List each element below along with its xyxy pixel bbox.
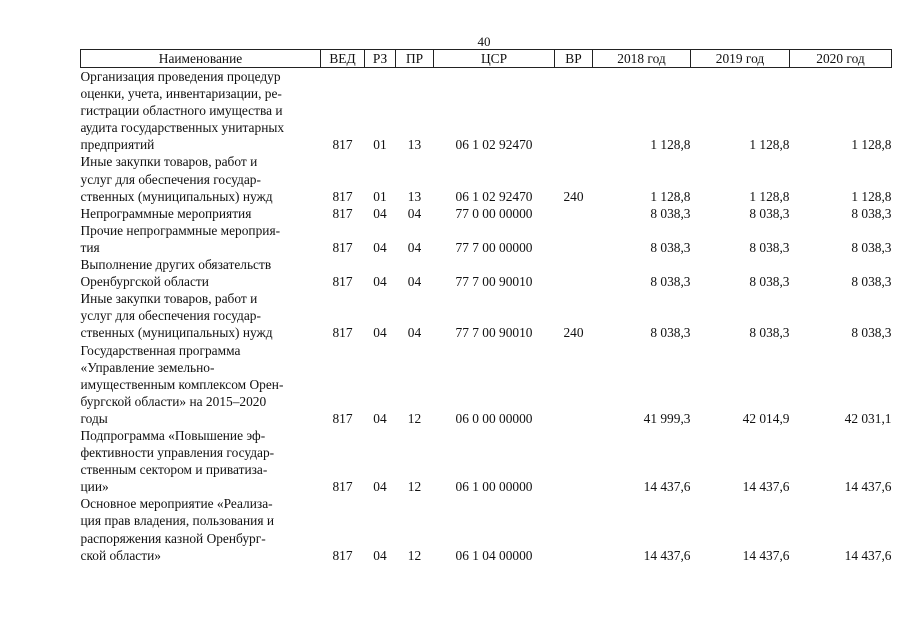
header-name: Наименование <box>81 50 321 68</box>
row-vr <box>555 256 593 290</box>
row-2018: 8 038,3 <box>650 274 691 290</box>
row-2020: 14 437,6 <box>844 547 892 563</box>
row-ved: 817 <box>332 274 353 290</box>
row-2018: 8 038,3 <box>650 325 691 341</box>
row-ved: 817 <box>332 479 353 495</box>
table-row <box>81 205 892 222</box>
table-row <box>81 68 892 154</box>
row-rz: 04 <box>373 479 387 495</box>
table-row <box>81 427 892 495</box>
row-rz: 04 <box>373 274 387 290</box>
row-vr: 240 <box>563 325 584 341</box>
row-pr: 04 <box>407 205 422 221</box>
row-rz: 04 <box>373 239 387 255</box>
row-2018: 8 038,3 <box>650 205 691 221</box>
row-pr: 13 <box>407 188 422 204</box>
row-2019: 14 437,6 <box>742 547 790 563</box>
row-csr: 77 7 00 90010 <box>455 274 533 290</box>
row-2020: 14 437,6 <box>844 479 892 495</box>
page-number: 40 <box>477 34 491 49</box>
header-row <box>81 50 892 68</box>
row-2019: 8 038,3 <box>749 205 790 221</box>
table-row <box>81 495 892 563</box>
row-csr: 06 1 04 00000 <box>455 547 533 563</box>
row-name: Выполнение других обязательств Оренбургской области <box>80 257 272 290</box>
header-vr: ВР <box>555 50 593 68</box>
row-ved: 817 <box>332 188 353 204</box>
row-rz: 04 <box>373 410 387 426</box>
header-csr: ЦСР <box>434 50 555 68</box>
row-name: Иные закупки товаров, работ и услуг для обеспечения государ- ственных (муниципальных) нужд <box>80 291 273 341</box>
row-name: Организация проведения процедур оценки, учета, инвентаризации, ре- гистрации областного имущества и аудита государственных унитарных предприятий <box>80 69 285 153</box>
row-vr <box>555 205 593 222</box>
row-2020: 1 128,8 <box>851 188 892 204</box>
header-pr: ПР <box>396 50 434 68</box>
row-vr <box>555 427 593 495</box>
row-2020: 8 038,3 <box>851 239 892 255</box>
row-2019: 14 437,6 <box>742 479 790 495</box>
row-2018: 8 038,3 <box>650 239 691 255</box>
row-name: Основное мероприятие «Реализа- ция прав владения, пользования и распоряжения казной Оренбург- ской области» <box>80 496 275 563</box>
row-rz: 01 <box>373 188 387 204</box>
row-name: Государственная программа «Управление земельно- имущественным комплексом Орен- бургской области» на 2015–2020 годы <box>80 342 284 426</box>
row-csr: 06 1 00 00000 <box>455 479 533 495</box>
row-pr: 12 <box>407 547 422 563</box>
row-ved: 817 <box>332 239 353 255</box>
row-pr: 12 <box>407 479 422 495</box>
row-pr: 04 <box>407 325 422 341</box>
header-ved: ВЕД <box>321 50 365 68</box>
row-pr: 04 <box>407 239 422 255</box>
row-vr: 240 <box>563 188 584 204</box>
row-csr: 06 0 00 00000 <box>455 410 533 426</box>
row-2018: 41 999,3 <box>643 410 691 426</box>
row-name: Подпрограмма «Повышение эф- фективности управления государ- ственным сектором и приватиза- ции» <box>80 427 275 495</box>
row-2020: 8 038,3 <box>851 274 892 290</box>
header-2020: 2020 год <box>790 50 892 68</box>
row-ved: 817 <box>332 325 353 341</box>
row-vr <box>555 68 593 154</box>
row-2018: 1 128,8 <box>650 188 691 204</box>
row-vr <box>555 495 593 563</box>
row-pr: 04 <box>407 274 422 290</box>
row-csr: 77 7 00 00000 <box>455 239 533 255</box>
row-rz: 01 <box>373 137 387 153</box>
row-2018: 1 128,8 <box>650 137 691 153</box>
budget-table <box>80 49 892 564</box>
row-ved: 817 <box>332 410 353 426</box>
row-rz: 04 <box>373 205 387 221</box>
header-2019: 2019 год <box>691 50 790 68</box>
row-pr: 13 <box>407 137 422 153</box>
row-vr <box>555 222 593 256</box>
row-rz: 04 <box>373 325 387 341</box>
row-2018: 14 437,6 <box>643 547 691 563</box>
row-2019: 8 038,3 <box>749 239 790 255</box>
row-vr <box>555 342 593 427</box>
table-row <box>81 222 892 256</box>
row-rz: 04 <box>373 547 387 563</box>
row-csr: 77 7 00 90010 <box>455 325 533 341</box>
row-2019: 1 128,8 <box>749 188 790 204</box>
table-row <box>81 256 892 290</box>
row-2019: 1 128,8 <box>749 137 790 153</box>
row-2019: 8 038,3 <box>749 274 790 290</box>
table-row <box>81 290 892 341</box>
row-name: Иные закупки товаров, работ и услуг для обеспечения государ- ственных (муниципальных) нужд <box>80 154 273 204</box>
row-csr: 06 1 02 92470 <box>455 188 533 204</box>
row-csr: 77 0 00 00000 <box>455 205 533 221</box>
row-2020: 42 031,1 <box>844 410 892 426</box>
row-2019: 42 014,9 <box>742 410 790 426</box>
row-ved: 817 <box>332 137 353 153</box>
row-ved: 817 <box>332 547 353 563</box>
row-csr: 06 1 02 92470 <box>455 137 533 153</box>
row-2019: 8 038,3 <box>749 325 790 341</box>
header-2018: 2018 год <box>593 50 691 68</box>
row-name: Непрограммные мероприятия <box>80 205 252 221</box>
row-2020: 8 038,3 <box>851 205 892 221</box>
row-name: Прочие непрограммные мероприя- тия <box>80 222 281 255</box>
row-2018: 14 437,6 <box>643 479 691 495</box>
row-2020: 8 038,3 <box>851 325 892 341</box>
row-pr: 12 <box>407 410 422 426</box>
table-body <box>81 68 892 564</box>
table-row <box>81 153 892 204</box>
row-2020: 1 128,8 <box>851 137 892 153</box>
row-ved: 817 <box>332 205 353 221</box>
header-rz: РЗ <box>365 50 396 68</box>
table-row <box>81 342 892 427</box>
